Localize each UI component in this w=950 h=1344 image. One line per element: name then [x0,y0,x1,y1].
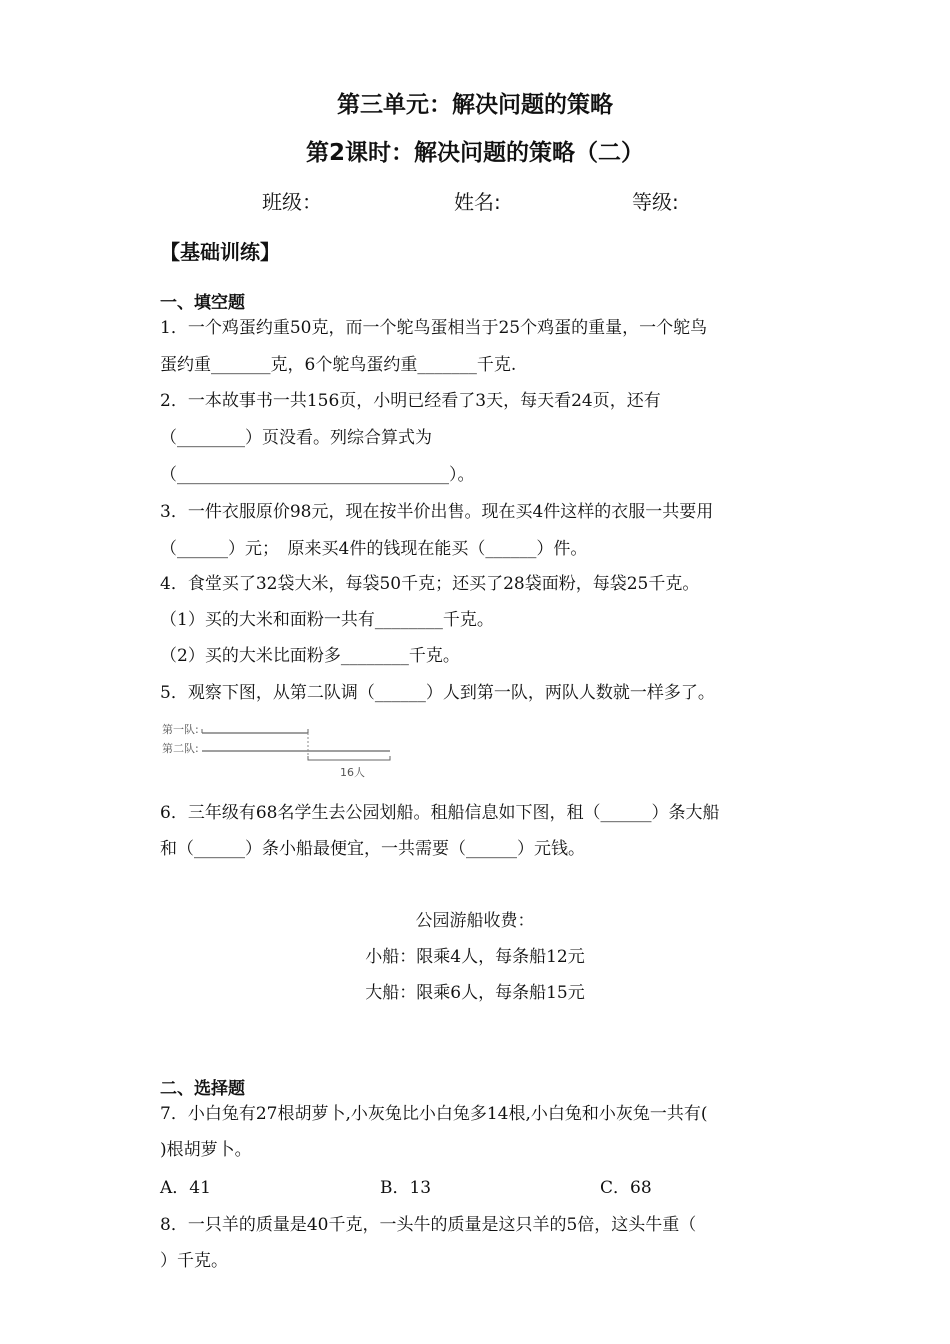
name-label: 姓名: [454,190,501,214]
q7-line2: )根胡萝卜。 [160,1140,252,1160]
q4-sub2: （2）买的大米比面粉多________千克。 [160,646,460,666]
lesson-subtitle: 第2课时：解决问题的策略（二） [305,140,644,166]
q4-sub1: （1）买的大米和面粉一共有________千克。 [160,610,494,630]
q8-line2: ）千克。 [160,1251,228,1271]
q7-option-c[interactable]: C．68 [600,1178,652,1198]
q7-line1: 7．小白兔有27根胡萝卜,小灰兔比小白兔多14根,小白兔和小灰兔一共有( [160,1104,708,1124]
q6-line2: 和（______）条小船最便宜，一共需要（______）元钱。 [160,839,585,859]
grade-label: 等级: [632,190,679,214]
q2-line2: （________）页没看。列综合算式为 [160,428,432,448]
q7-option-a[interactable]: A．41 [160,1178,211,1198]
page-title: 第三单元：解决问题的策略 [337,92,613,118]
q6-line1: 6．三年级有68名学生去公园划船。租船信息如下图，租（______）条大船 [160,803,720,823]
q2-line1: 2．一本故事书一共156页，小明已经看了3天，每天看24页，还有 [160,391,661,411]
boat-info-small: 小船：限乘4人，每条船12元 [365,947,585,967]
class-label: 班级： [262,190,322,214]
q8-line1: 8．一只羊的质量是40千克，一头牛的质量是这只羊的5倍，这头牛重（ [160,1215,697,1235]
diff-brace [308,756,390,760]
team2-label: 第二队: [162,742,199,755]
boat-info-large: 大船：限乘6人，每条船15元 [365,983,585,1003]
team-diagram [160,718,400,780]
team1-label: 第一队: [162,723,199,736]
boat-info-title: 公园游船收费： [415,911,535,931]
q7-option-b[interactable]: B．13 [380,1178,432,1198]
q2-line3: （________________________________）。 [160,465,475,485]
q4-line1: 4．食堂买了32袋大米，每袋50千克；还买了28袋面粉，每袋25千克。 [160,574,700,594]
q3-line2: （______）元； 原来买4件的钱现在能买（______）件。 [160,539,588,559]
q1-line2: 蛋约重_______克，6个鸵鸟蛋约重_______千克. [160,355,517,375]
q1-line1: 1．一个鸡蛋约重50克，而一个鸵鸟蛋相当于25个鸡蛋的重量，一个鸵鸟 [160,318,708,338]
q3-line1: 3．一件衣服原价98元，现在按半价出售。现在买4件这样的衣服一共要用 [160,502,714,522]
q5-line1: 5．观察下图，从第二队调（______）人到第一队，两队人数就一样多了。 [160,683,715,703]
diff-label: 16人 [340,766,365,779]
part1-heading: 一、填空题 [160,293,245,313]
part2-heading: 二、选择题 [160,1079,245,1099]
section-basic-training: 【基础训练】 [160,240,280,264]
